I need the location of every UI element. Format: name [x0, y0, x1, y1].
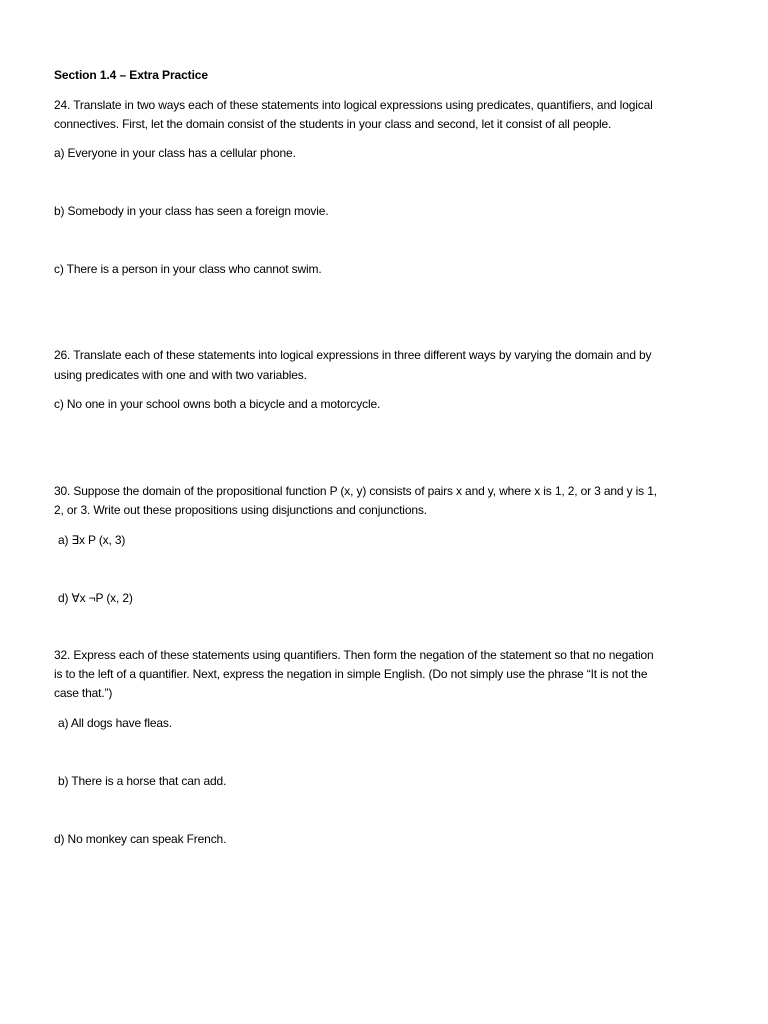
q30-prompt-line1: 30. Suppose the domain of the propositional function P (x, y) consists of pairs x and y, where x is 1, 2, or 3 and y is 1, [54, 484, 657, 498]
q32-part-a: a) All dogs have fleas. [58, 716, 172, 730]
q30-part-a: a) ∃x P (x, 3) [58, 533, 126, 547]
q30-prompt-line2: 2, or 3. Write out these propositions using disjunctions and conjunctions. [54, 503, 427, 517]
q24-part-c: c) There is a person in your class who cannot swim. [54, 262, 322, 276]
q32-prompt-line1: 32. Express each of these statements using quantifiers. Then form the negation of the statement so that no negation [54, 648, 654, 662]
q24-part-b: b) Somebody in your class has seen a foreign movie. [54, 204, 329, 218]
q24-part-a: a) Everyone in your class has a cellular phone. [54, 146, 296, 160]
section-title: Section 1.4 – Extra Practice [54, 68, 208, 82]
q32-part-b: b) There is a horse that can add. [58, 774, 227, 788]
q26-part-c: c) No one in your school owns both a bicycle and a motorcycle. [54, 397, 381, 411]
q32-prompt-line3: case that.”) [54, 686, 113, 700]
q24-prompt-line1: 24. Translate in two ways each of these statements into logical expressions using predicates, quantifiers, and logical [54, 98, 653, 112]
q26-prompt-line1: 26. Translate each of these statements into logical expressions in three different ways by varying the domain and by [54, 348, 652, 362]
q24-prompt-line2: connectives. First, let the domain consist of the students in your class and second, let it consist of all people. [54, 117, 612, 131]
q26-prompt-line2: using predicates with one and with two variables. [54, 368, 307, 382]
q30-part-d: d) ∀x ¬P (x, 2) [58, 591, 133, 605]
q32-part-d: d) No monkey can speak French. [54, 832, 227, 846]
q32-prompt-line2: is to the left of a quantifier. Next, express the negation in simple English. (Do not simply use the phrase “It is not the [54, 667, 648, 681]
